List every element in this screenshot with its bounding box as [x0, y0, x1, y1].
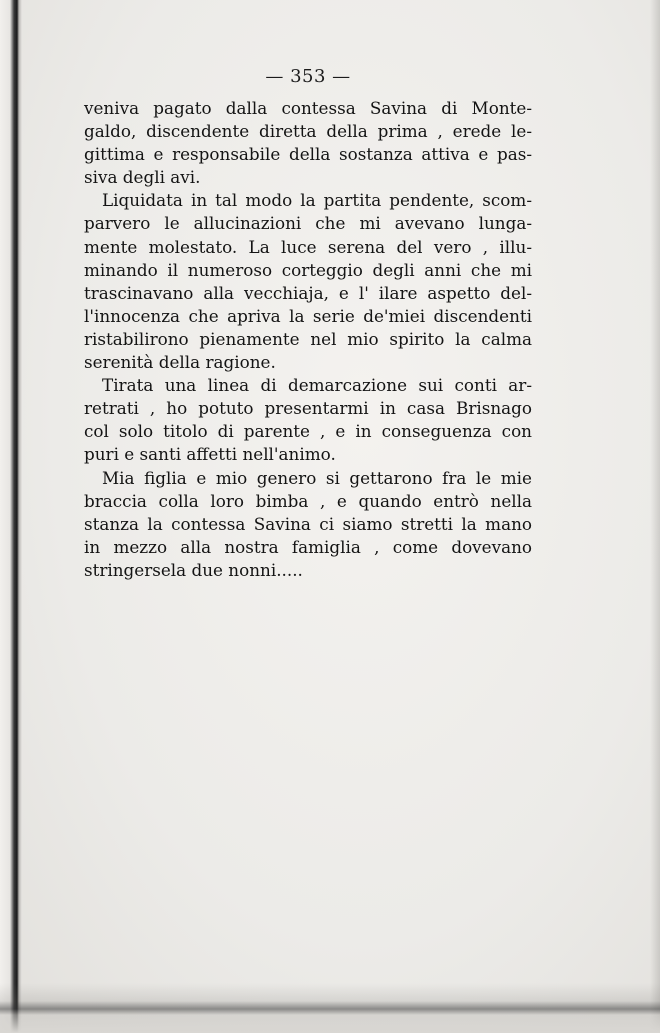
text-line: siva degli avi.: [84, 167, 201, 188]
text-line: mente molestato. La luce serena del vero , illu-: [84, 236, 532, 257]
text-line: l'innocenza che apriva la serie de'miei discendenti: [84, 305, 532, 326]
text-line: stanza la contessa Savina ci siamo stretti la mano: [84, 513, 532, 534]
page-right-edge: [650, 0, 660, 1033]
text-line: col solo titolo di parente , e in conseguenza con: [84, 421, 532, 442]
text-line: gittima e responsabile della sostanza attiva e pas-: [84, 144, 532, 165]
book-spine: [0, 0, 22, 1033]
text-line: ristabilirono pienamente nel mio spirito la calma: [84, 328, 532, 349]
text-line: serenità della ragione.: [84, 352, 276, 373]
paragraph: [84, 467, 532, 582]
body-text: [84, 97, 532, 582]
text-line: parvero le allucinazioni che mi avevano lunga-: [84, 213, 532, 234]
paragraph: [84, 374, 532, 466]
text-line: puri e santi affetti nell'animo.: [84, 444, 336, 465]
text-line: Tirata una linea di demarcazione sui conti ar-: [102, 375, 532, 396]
page-number: — 353 —: [265, 66, 351, 87]
paragraph: [84, 189, 532, 374]
page-bottom-edge: [0, 983, 660, 1033]
text-line: in mezzo alla nostra famiglia , come dovevano: [84, 536, 532, 557]
text-line: braccia colla loro bimba , e quando entrò nella: [84, 490, 532, 511]
text-line: galdo, discendente diretta della prima , erede le-: [84, 121, 532, 142]
text-line: Mia figlia e mio genero si gettarono fra le mie: [102, 467, 532, 488]
text-line: trascinavano alla vecchiaja, e l' ilare aspetto del-: [84, 282, 532, 303]
text-line: veniva pagato dalla contessa Savina di Monte-: [84, 98, 532, 118]
paragraph: [84, 97, 532, 189]
text-line: stringersela due nonni.....: [84, 559, 303, 580]
text-line: minando il numeroso corteggio degli anni che mi: [84, 259, 532, 280]
text-line: retrati , ho potuto presentarmi in casa Brisnago: [84, 398, 532, 419]
text-line: Liquidata in tal modo la partita pendente, scom-: [102, 190, 532, 211]
